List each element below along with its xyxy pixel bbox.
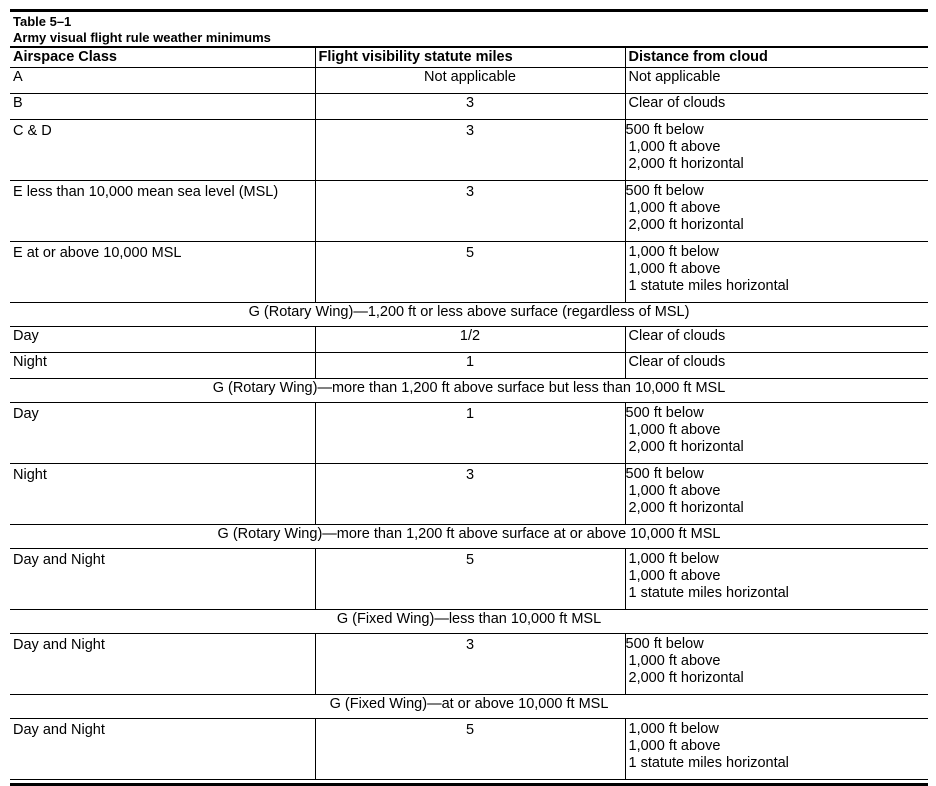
flight-visibility-cell: 5 [315,719,625,780]
header-distance-from-cloud: Distance from cloud [625,47,928,68]
header-flight-visibility: Flight visibility statute miles [315,47,625,68]
top-rule [10,9,928,12]
table-number: Table 5–1 [13,14,72,29]
table-title: Army visual flight rule weather minimums [13,30,271,45]
table-row [10,120,928,181]
airspace-class-cell: Day and Night [10,549,315,610]
table-row [10,549,928,610]
section-subheader-row [10,303,928,327]
distance-from-cloud-cell [625,634,928,695]
table-row [10,327,928,353]
airspace-class-cell: Day and Night [10,634,315,695]
distance-line: Clear of clouds [628,354,726,370]
distance-line: Clear of clouds [628,95,726,111]
airspace-class-cell: Night [10,464,315,525]
distance-line: 1 statute miles horizontal [628,278,789,294]
distance-line: 2,000 ft horizontal [628,670,744,686]
section-subheader: G (Rotary Wing)—1,200 ft or less above surface (regardless of MSL) [10,303,928,327]
distance-line: 500 ft below [625,405,704,421]
distance-line: 1,000 ft below [628,244,719,260]
flight-visibility-cell: 1/2 [315,327,625,353]
header-row [10,47,928,68]
distance-from-cloud-cell [625,242,928,303]
section-subheader: G (Rotary Wing)—more than 1,200 ft above surface at or above 10,000 ft MSL [10,525,928,549]
flight-visibility-cell: 5 [315,549,625,610]
vfr-minimums-table [10,46,928,780]
flight-visibility-cell: 3 [315,181,625,242]
distance-from-cloud-cell [625,181,928,242]
distance-line: 500 ft below [625,636,704,652]
distance-line: 1,000 ft above [628,422,721,438]
table-body [10,68,928,780]
distance-line: 1,000 ft below [628,551,719,567]
distance-from-cloud-cell [625,94,928,120]
section-subheader: G (Fixed Wing)—less than 10,000 ft MSL [10,610,928,634]
airspace-class-cell: E less than 10,000 mean sea level (MSL) [10,181,315,242]
distance-line: 500 ft below [625,466,704,482]
distance-from-cloud-cell [625,327,928,353]
airspace-class-cell: A [10,68,315,94]
table-container [10,9,928,786]
distance-line: 500 ft below [625,183,704,199]
distance-line: 1,000 ft below [628,721,719,737]
flight-visibility-cell: Not applicable [315,68,625,94]
distance-line: 1,000 ft above [628,200,721,216]
distance-line: 1,000 ft above [628,738,721,754]
section-subheader-row [10,379,928,403]
distance-from-cloud-cell [625,68,928,94]
table-row [10,719,928,780]
distance-line: 1,000 ft above [628,261,721,277]
table-row [10,353,928,379]
table-row [10,94,928,120]
distance-line: 2,000 ft horizontal [628,156,744,172]
header-airspace-class: Airspace Class [10,47,315,68]
flight-visibility-cell: 3 [315,634,625,695]
distance-line: 1 statute miles horizontal [628,755,789,771]
distance-line: 2,000 ft horizontal [628,217,744,233]
section-subheader-row [10,525,928,549]
distance-line: 2,000 ft horizontal [628,439,744,455]
distance-line: 1 statute miles horizontal [628,585,789,601]
distance-line: 1,000 ft above [628,568,721,584]
table-row [10,403,928,464]
section-subheader-row [10,610,928,634]
distance-from-cloud-cell [625,549,928,610]
table-row [10,68,928,94]
section-subheader-row [10,695,928,719]
flight-visibility-cell: 3 [315,464,625,525]
distance-from-cloud-cell [625,403,928,464]
flight-visibility-cell: 1 [315,353,625,379]
flight-visibility-cell: 5 [315,242,625,303]
table-row [10,634,928,695]
distance-from-cloud-cell [625,120,928,181]
airspace-class-cell: Night [10,353,315,379]
distance-line: Not applicable [628,69,721,85]
distance-line: Clear of clouds [628,328,726,344]
distance-line: 2,000 ft horizontal [628,500,744,516]
distance-line: 1,000 ft above [628,483,721,499]
distance-line: 1,000 ft above [628,653,721,669]
flight-visibility-cell: 1 [315,403,625,464]
airspace-class-cell: C & D [10,120,315,181]
flight-visibility-cell: 3 [315,120,625,181]
section-subheader: G (Rotary Wing)—more than 1,200 ft above surface but less than 10,000 ft MSL [10,379,928,403]
distance-line: 1,000 ft above [628,139,721,155]
distance-line: 500 ft below [625,122,704,138]
table-row [10,242,928,303]
distance-from-cloud-cell [625,464,928,525]
flight-visibility-cell: 3 [315,94,625,120]
airspace-class-cell: B [10,94,315,120]
airspace-class-cell: Day [10,403,315,464]
airspace-class-cell: Day and Night [10,719,315,780]
airspace-class-cell: E at or above 10,000 MSL [10,242,315,303]
distance-from-cloud-cell [625,353,928,379]
table-row [10,464,928,525]
distance-from-cloud-cell [625,719,928,780]
table-row [10,181,928,242]
airspace-class-cell: Day [10,327,315,353]
section-subheader: G (Fixed Wing)—at or above 10,000 ft MSL [10,695,928,719]
